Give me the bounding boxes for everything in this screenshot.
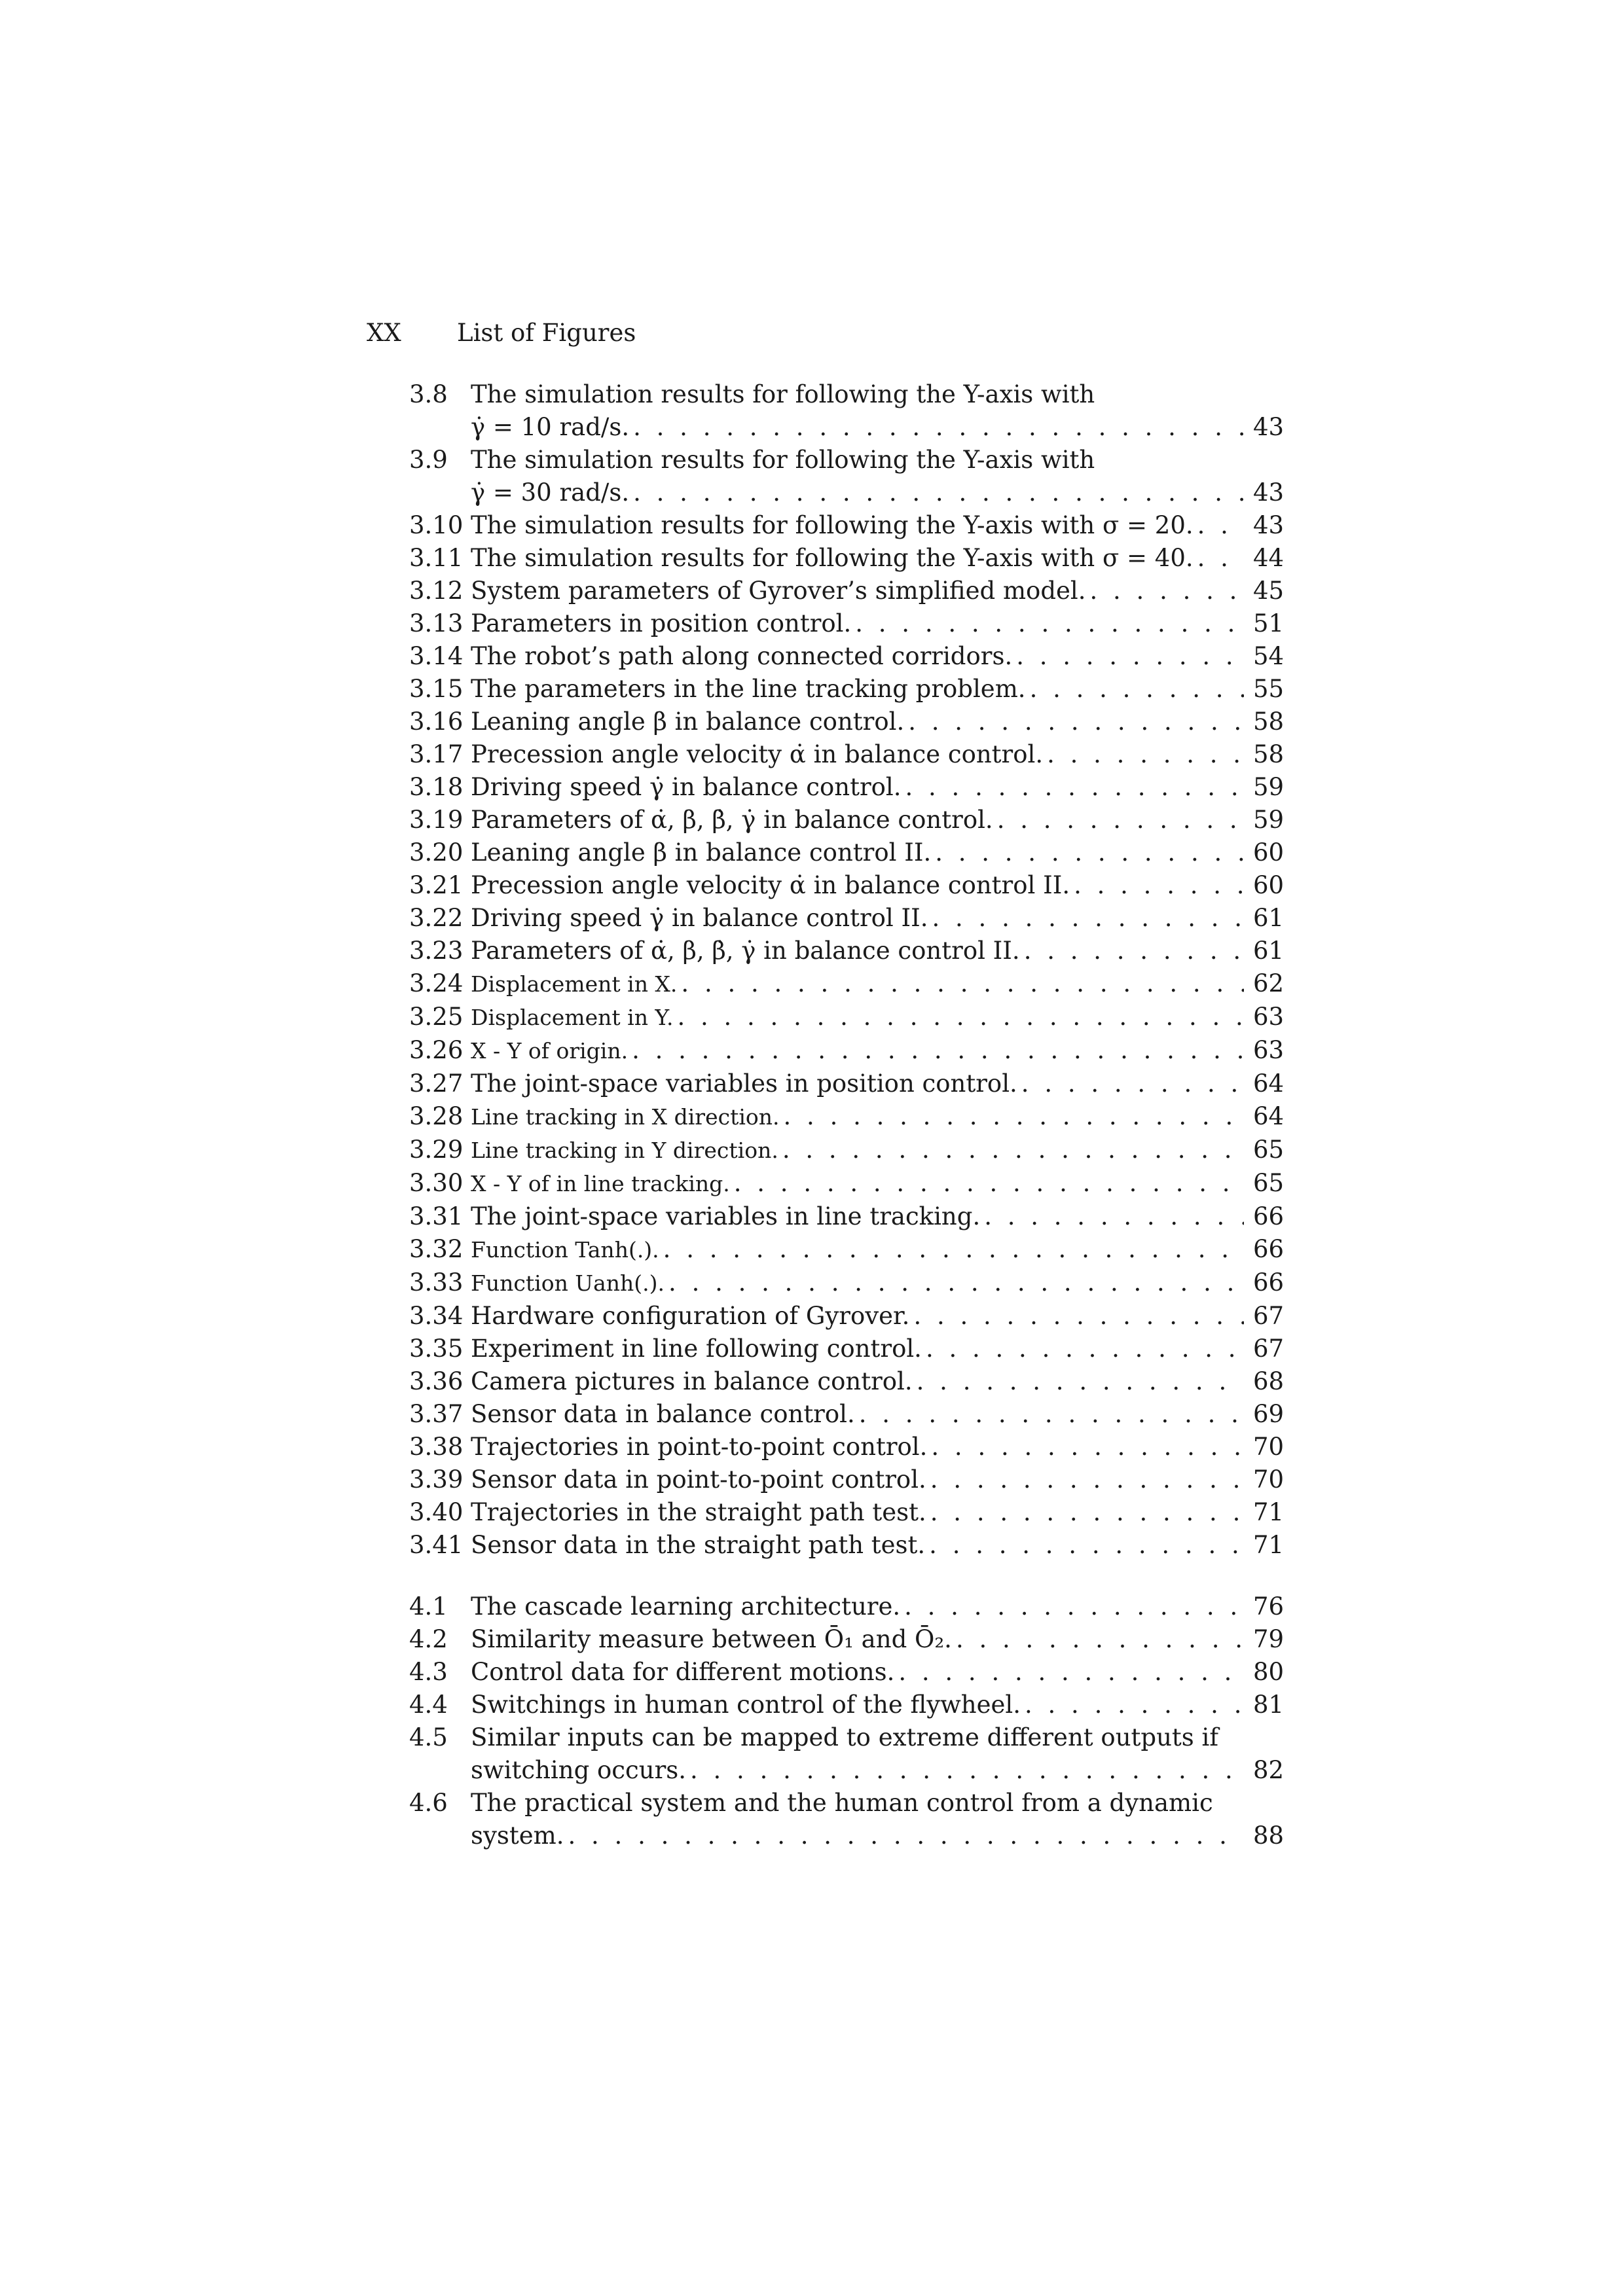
caption-line xyxy=(471,771,1283,804)
dot-leader xyxy=(633,476,1244,509)
caption-text: The simulation results for following the Y-axis with xyxy=(471,380,1095,408)
figure-caption xyxy=(471,738,1283,771)
caption-line xyxy=(471,869,1283,902)
caption-line xyxy=(471,1623,1283,1656)
caption-text: Displacement in Y. xyxy=(471,1005,674,1030)
caption-text: Similar inputs can be mapped to extreme different outputs if xyxy=(471,1723,1219,1751)
page-reference: 79 xyxy=(1253,1625,1285,1653)
caption-line xyxy=(471,1001,1283,1034)
figure-entry xyxy=(409,738,1283,771)
figure-caption xyxy=(471,1333,1283,1365)
dot-leader xyxy=(997,804,1244,836)
caption-line xyxy=(471,1463,1283,1496)
caption-line xyxy=(471,1233,1283,1266)
figure-entry xyxy=(409,1496,1283,1529)
page-reference: 81 xyxy=(1253,1691,1285,1719)
figure-caption xyxy=(471,1266,1283,1300)
caption-line xyxy=(471,804,1283,836)
dot-leader xyxy=(930,1496,1244,1529)
dot-leader xyxy=(1024,935,1244,967)
dot-leader xyxy=(1074,869,1244,902)
dot-leader xyxy=(1197,542,1244,575)
page-reference: 71 xyxy=(1253,1498,1285,1526)
caption-text: Similarity measure between Ō₁ and Ō₂. xyxy=(471,1625,952,1653)
figure-number: 3.28 xyxy=(409,1102,464,1130)
figure-caption xyxy=(471,1233,1283,1266)
figure-number: 3.16 xyxy=(409,708,464,736)
caption-text: γ̇ = 30 rad/s. xyxy=(471,478,630,507)
page-reference: 70 xyxy=(1253,1433,1285,1461)
caption-line xyxy=(471,509,1283,542)
figure-entry xyxy=(409,869,1283,902)
figure-caption xyxy=(471,1496,1283,1529)
caption-line xyxy=(471,476,1283,509)
figure-caption xyxy=(471,706,1283,738)
figure-number: 3.12 xyxy=(409,577,464,605)
page-reference: 76 xyxy=(1253,1592,1285,1621)
figure-caption xyxy=(471,1689,1283,1721)
page-reference: 43 xyxy=(1253,511,1285,539)
figure-caption xyxy=(471,1656,1283,1689)
dot-leader xyxy=(690,1754,1244,1787)
figure-entry xyxy=(409,1623,1283,1656)
figure-number: 3.38 xyxy=(409,1433,464,1461)
figure-caption xyxy=(471,1431,1283,1463)
figure-caption xyxy=(471,836,1283,869)
page-reference: 65 xyxy=(1253,1169,1285,1197)
dot-leader xyxy=(1197,509,1244,542)
figure-caption xyxy=(471,575,1283,607)
figure-entry xyxy=(409,673,1283,706)
dot-leader xyxy=(1016,640,1244,673)
page-header xyxy=(367,318,636,348)
figure-number: 3.23 xyxy=(409,937,464,965)
figure-entry xyxy=(409,444,1283,509)
caption-text: system. xyxy=(471,1821,564,1850)
caption-text: Driving speed γ̇ in balance control. xyxy=(471,773,902,801)
figure-number: 3.39 xyxy=(409,1465,464,1494)
page-reference: 61 xyxy=(1253,904,1285,932)
caption-text: Experiment in line following control. xyxy=(471,1335,922,1363)
page-reference: 67 xyxy=(1253,1335,1285,1363)
figure-entry xyxy=(409,1463,1283,1496)
caption-line xyxy=(471,411,1283,444)
figure-entry xyxy=(409,378,1283,444)
figure-entry xyxy=(409,1333,1283,1365)
figure-caption xyxy=(471,902,1283,935)
dot-leader xyxy=(930,1463,1244,1496)
figure-number: 3.26 xyxy=(409,1036,464,1064)
dot-leader xyxy=(668,1266,1244,1299)
figure-entry xyxy=(409,1431,1283,1463)
chapter-4-entries xyxy=(409,1590,1283,1852)
page-reference: 68 xyxy=(1253,1367,1285,1395)
page-reference: 71 xyxy=(1253,1531,1285,1559)
caption-line xyxy=(471,706,1283,738)
dot-leader xyxy=(681,967,1244,1000)
figure-number: 3.36 xyxy=(409,1367,464,1395)
figure-entry xyxy=(409,935,1283,967)
figure-caption xyxy=(471,509,1283,542)
figure-number: 3.27 xyxy=(409,1069,464,1098)
caption-text: Control data for different motions. xyxy=(471,1658,895,1686)
figure-caption xyxy=(471,1134,1283,1167)
figure-caption xyxy=(471,1463,1283,1496)
caption-text: Parameters in position control. xyxy=(471,609,852,637)
figure-number: 3.33 xyxy=(409,1268,464,1297)
caption-line xyxy=(471,1431,1283,1463)
caption-text: The simulation results for following the Y-axis with σ = 40. xyxy=(471,544,1194,572)
caption-text: switching occurs. xyxy=(471,1756,687,1784)
figure-number: 3.8 xyxy=(409,380,448,408)
dot-leader xyxy=(1030,673,1244,706)
figure-entry xyxy=(409,575,1283,607)
caption-text: The robot’s path along connected corridors. xyxy=(471,642,1013,670)
caption-text: The simulation results for following the Y-axis with xyxy=(471,446,1095,474)
figure-caption xyxy=(471,444,1283,509)
caption-line xyxy=(471,935,1283,967)
figure-entry xyxy=(409,1529,1283,1562)
page-reference: 64 xyxy=(1253,1069,1285,1098)
caption-line xyxy=(471,1300,1283,1333)
figure-caption xyxy=(471,1067,1283,1100)
page-reference: 60 xyxy=(1253,871,1285,899)
figure-caption xyxy=(471,771,1283,804)
figure-number: 3.14 xyxy=(409,642,464,670)
caption-line xyxy=(471,1656,1283,1689)
dot-leader xyxy=(663,1233,1244,1266)
caption-text: Displacement in X. xyxy=(471,971,678,997)
caption-text: The cascade learning architecture. xyxy=(471,1592,901,1621)
figure-caption xyxy=(471,804,1283,836)
caption-line xyxy=(471,1787,1283,1820)
dot-leader xyxy=(932,902,1244,935)
dot-leader xyxy=(931,1431,1244,1463)
caption-text: Parameters of α̇, β, β̇, γ̇ in balance control II. xyxy=(471,937,1020,965)
dot-leader xyxy=(904,1590,1244,1623)
caption-line xyxy=(471,1200,1283,1233)
caption-line xyxy=(471,673,1283,706)
figure-caption xyxy=(471,1100,1283,1134)
caption-line xyxy=(471,1333,1283,1365)
figure-entry xyxy=(409,1787,1283,1852)
figure-number: 4.4 xyxy=(409,1691,448,1719)
dot-leader xyxy=(633,411,1244,444)
caption-line xyxy=(471,444,1283,476)
figure-entry xyxy=(409,1001,1283,1034)
page-reference: 69 xyxy=(1253,1400,1285,1428)
dot-leader xyxy=(929,1529,1244,1562)
caption-text: X - Y of origin. xyxy=(471,1038,629,1064)
figure-entry xyxy=(409,1034,1283,1067)
caption-line xyxy=(471,738,1283,771)
dot-leader xyxy=(1047,738,1244,771)
caption-text: The simulation results for following the Y-axis with σ = 20. xyxy=(471,511,1194,539)
caption-text: Line tracking in X direction. xyxy=(471,1104,780,1130)
caption-line xyxy=(471,902,1283,935)
caption-text: Precession angle velocity α̇ in balance control II. xyxy=(471,871,1070,899)
figure-caption xyxy=(471,1167,1283,1200)
page-reference: 66 xyxy=(1253,1235,1285,1263)
dot-leader xyxy=(917,1365,1244,1398)
caption-line xyxy=(471,1590,1283,1623)
caption-line xyxy=(471,1167,1283,1200)
caption-text: γ̇ = 10 rad/s. xyxy=(471,413,630,441)
figure-number: 3.22 xyxy=(409,904,464,932)
figure-number: 3.31 xyxy=(409,1202,464,1230)
page-reference: 59 xyxy=(1253,773,1285,801)
figure-entry xyxy=(409,1100,1283,1134)
figure-caption xyxy=(471,378,1283,444)
caption-line xyxy=(471,640,1283,673)
page-reference: 60 xyxy=(1253,838,1285,867)
page-reference: 43 xyxy=(1253,478,1285,507)
page-reference: 44 xyxy=(1253,544,1285,572)
figure-caption xyxy=(471,1001,1283,1034)
figure-number: 3.25 xyxy=(409,1003,464,1031)
figure-number: 4.2 xyxy=(409,1625,448,1653)
figure-entry xyxy=(409,1167,1283,1200)
figure-caption xyxy=(471,1034,1283,1067)
dot-leader xyxy=(782,1134,1244,1166)
caption-text: Leaning angle β in balance control II. xyxy=(471,838,932,867)
figure-caption xyxy=(471,1590,1283,1623)
figure-caption xyxy=(471,640,1283,673)
figure-entry xyxy=(409,1365,1283,1398)
figure-number: 3.21 xyxy=(409,871,464,899)
figure-caption xyxy=(471,673,1283,706)
running-title: List of Figures xyxy=(457,319,636,347)
figure-number: 3.37 xyxy=(409,1400,464,1428)
figure-number: 3.9 xyxy=(409,446,448,474)
caption-line xyxy=(471,1529,1283,1562)
caption-text: Camera pictures in balance control. xyxy=(471,1367,913,1395)
figure-caption xyxy=(471,542,1283,575)
caption-text: Sensor data in balance control. xyxy=(471,1400,855,1428)
dot-leader xyxy=(935,836,1244,869)
caption-text: Switchings in human control of the flywheel. xyxy=(471,1691,1021,1719)
dot-leader xyxy=(984,1200,1244,1233)
caption-text: Function Tanh(.). xyxy=(471,1237,659,1263)
dot-leader xyxy=(677,1001,1244,1033)
figure-entry xyxy=(409,902,1283,935)
chapter-3-entries xyxy=(409,378,1283,1562)
caption-text: Precession angle velocity α̇ in balance control. xyxy=(471,740,1044,768)
dot-leader xyxy=(734,1167,1244,1200)
caption-text: Sensor data in the straight path test. xyxy=(471,1531,926,1559)
page-reference: 64 xyxy=(1253,1102,1285,1130)
figure-entry xyxy=(409,706,1283,738)
page-reference: 88 xyxy=(1253,1821,1285,1850)
figure-number: 3.40 xyxy=(409,1498,464,1526)
caption-text: The parameters in the line tracking problem. xyxy=(471,675,1026,703)
figure-number: 3.19 xyxy=(409,806,464,834)
caption-text: Parameters of α̇, β, β̇, γ̇ in balance control. xyxy=(471,806,993,834)
figure-number: 3.10 xyxy=(409,511,464,539)
caption-line xyxy=(471,1820,1283,1852)
figure-caption xyxy=(471,1529,1283,1562)
page-reference: 66 xyxy=(1253,1268,1285,1297)
figure-caption xyxy=(471,1300,1283,1333)
figure-number: 3.20 xyxy=(409,838,464,867)
figure-number: 3.11 xyxy=(409,544,464,572)
figure-number: 4.1 xyxy=(409,1592,448,1621)
caption-text: Hardware configuration of Gyrover. xyxy=(471,1302,910,1330)
caption-line xyxy=(471,607,1283,640)
caption-text: Driving speed γ̇ in balance control II. xyxy=(471,904,928,932)
figure-entry xyxy=(409,1590,1283,1623)
page-reference: 55 xyxy=(1253,675,1285,703)
caption-text: Leaning angle β in balance control. xyxy=(471,708,905,736)
figure-caption xyxy=(471,1398,1283,1431)
dot-leader xyxy=(784,1100,1244,1133)
figure-caption xyxy=(471,1787,1283,1852)
figure-entry xyxy=(409,607,1283,640)
figure-number: 4.3 xyxy=(409,1658,448,1686)
figure-caption xyxy=(471,935,1283,967)
page-reference: 82 xyxy=(1253,1756,1285,1784)
caption-text: Sensor data in point-to-point control. xyxy=(471,1465,926,1494)
page-reference: 51 xyxy=(1253,609,1285,637)
figure-caption xyxy=(471,607,1283,640)
caption-text: Trajectories in point-to-point control. xyxy=(471,1433,928,1461)
caption-text: Trajectories in the straight path test. xyxy=(471,1498,926,1526)
figure-entry xyxy=(409,1656,1283,1689)
dot-leader xyxy=(905,771,1244,804)
figure-number: 4.6 xyxy=(409,1789,448,1817)
figure-entry xyxy=(409,1300,1283,1333)
dot-leader xyxy=(926,1333,1244,1365)
page-reference: 58 xyxy=(1253,708,1285,736)
figure-caption xyxy=(471,1365,1283,1398)
figure-entry xyxy=(409,1233,1283,1266)
group-gap xyxy=(409,1562,1283,1590)
page-reference: 66 xyxy=(1253,1202,1285,1230)
page-reference: 80 xyxy=(1253,1658,1285,1686)
caption-text: System parameters of Gyrover’s simplified model. xyxy=(471,577,1086,605)
caption-line xyxy=(471,967,1283,1001)
figure-entry xyxy=(409,836,1283,869)
caption-text: Function Uanh(.). xyxy=(471,1270,665,1296)
page-reference: 45 xyxy=(1253,577,1285,605)
figure-number: 3.18 xyxy=(409,773,464,801)
dot-leader xyxy=(898,1656,1244,1689)
figure-entry xyxy=(409,1721,1283,1787)
page-reference: 54 xyxy=(1253,642,1285,670)
figure-number: 3.13 xyxy=(409,609,464,637)
figure-entry xyxy=(409,1067,1283,1100)
figure-caption xyxy=(471,967,1283,1001)
page-reference: 43 xyxy=(1253,413,1285,441)
figure-entry xyxy=(409,542,1283,575)
caption-line xyxy=(471,1365,1283,1398)
figure-number: 3.29 xyxy=(409,1136,464,1164)
figure-entry xyxy=(409,1134,1283,1167)
caption-line xyxy=(471,1689,1283,1721)
page-reference: 67 xyxy=(1253,1302,1285,1330)
figure-entry xyxy=(409,804,1283,836)
figure-caption xyxy=(471,1200,1283,1233)
figure-entry xyxy=(409,509,1283,542)
caption-line xyxy=(471,1721,1283,1754)
figure-caption xyxy=(471,1623,1283,1656)
figure-number: 3.34 xyxy=(409,1302,464,1330)
dot-leader xyxy=(859,1398,1244,1431)
dot-leader xyxy=(1090,575,1245,607)
figure-entry xyxy=(409,1689,1283,1721)
figure-entry xyxy=(409,1398,1283,1431)
caption-text: The practical system and the human control from a dynamic xyxy=(471,1789,1213,1817)
figure-number: 3.17 xyxy=(409,740,464,768)
figure-number: 3.41 xyxy=(409,1531,464,1559)
dot-leader xyxy=(956,1623,1244,1656)
figure-entry xyxy=(409,1200,1283,1233)
page-reference: 63 xyxy=(1253,1003,1285,1031)
figure-entry xyxy=(409,771,1283,804)
figure-entry xyxy=(409,640,1283,673)
figure-entry xyxy=(409,967,1283,1001)
caption-text: X - Y of in line tracking. xyxy=(471,1171,730,1196)
caption-line xyxy=(471,1754,1283,1787)
figure-number: 3.35 xyxy=(409,1335,464,1363)
caption-line xyxy=(471,836,1283,869)
figure-caption xyxy=(471,869,1283,902)
page-reference: 70 xyxy=(1253,1465,1285,1494)
list-of-figures xyxy=(409,378,1283,1852)
dot-leader xyxy=(568,1820,1245,1852)
page-reference: 63 xyxy=(1253,1036,1285,1064)
caption-line xyxy=(471,1100,1283,1134)
dot-leader xyxy=(1021,1067,1244,1100)
caption-line xyxy=(471,1134,1283,1167)
page-reference: 65 xyxy=(1253,1136,1285,1164)
dot-leader xyxy=(855,607,1244,640)
caption-line xyxy=(471,1266,1283,1300)
figure-caption xyxy=(471,1721,1283,1787)
caption-line xyxy=(471,542,1283,575)
page-reference: 62 xyxy=(1253,969,1285,997)
caption-text: The joint-space variables in line tracking. xyxy=(471,1202,981,1230)
figure-number: 3.32 xyxy=(409,1235,464,1263)
caption-line xyxy=(471,1067,1283,1100)
figure-number: 3.24 xyxy=(409,969,464,997)
caption-text: The joint-space variables in position control. xyxy=(471,1069,1017,1098)
figure-number: 3.30 xyxy=(409,1169,464,1197)
dot-leader xyxy=(913,1300,1244,1333)
caption-line xyxy=(471,378,1283,411)
caption-line xyxy=(471,1496,1283,1529)
dot-leader xyxy=(1025,1689,1244,1721)
dot-leader xyxy=(632,1034,1244,1067)
page-reference: 58 xyxy=(1253,740,1285,768)
page-reference: 59 xyxy=(1253,806,1285,834)
caption-line xyxy=(471,1398,1283,1431)
caption-line xyxy=(471,1034,1283,1067)
figure-number: 3.15 xyxy=(409,675,464,703)
page-reference: 61 xyxy=(1253,937,1285,965)
figure-entry xyxy=(409,1266,1283,1300)
dot-leader xyxy=(908,706,1244,738)
caption-text: Line tracking in Y direction. xyxy=(471,1138,778,1163)
figure-number: 4.5 xyxy=(409,1723,448,1751)
page-number: XX xyxy=(367,319,401,347)
caption-line xyxy=(471,575,1283,607)
